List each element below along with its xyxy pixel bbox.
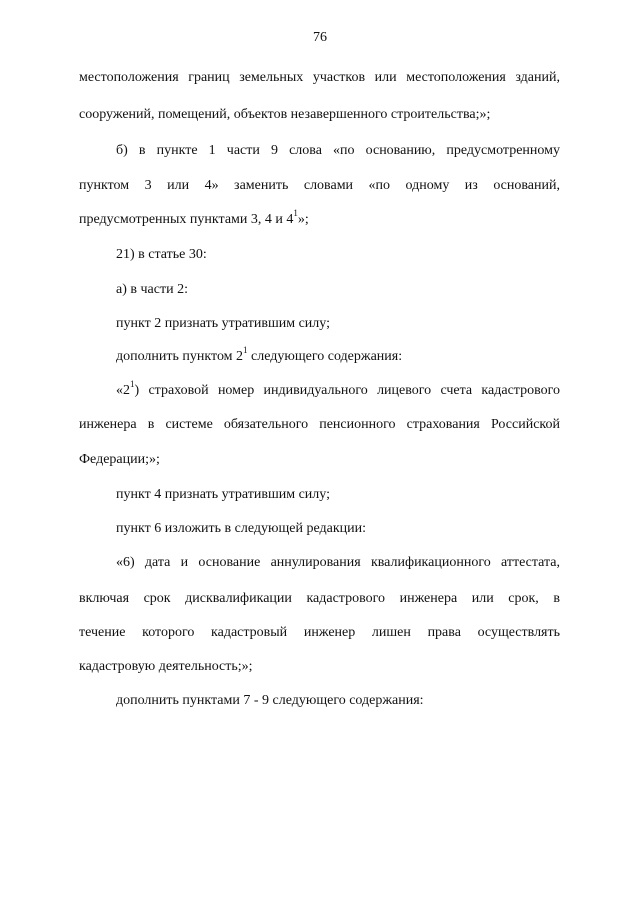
text-fragment: «2 <box>116 383 130 398</box>
text-line: «6) дата и основание аннулирования квалификационного аттестата, <box>116 555 560 570</box>
text-line: а) в части 2: <box>116 282 188 297</box>
text-fragment: предусмотренных пунктами 3, 4 и 4 <box>79 212 294 227</box>
text-line: местоположения границ земельных участков или местоположения зданий, <box>79 70 560 85</box>
text-line: сооружений, помещений, объектов незавершенного строительства;»; <box>79 107 491 122</box>
text-line: инженера в системе обязательного пенсионного страхования Российской <box>79 417 560 432</box>
text-line: б) в пункте 1 части 9 слова «по основанию, предусмотренному <box>116 143 560 158</box>
text-line: пункт 6 изложить в следующей редакции: <box>116 521 366 536</box>
text-line <box>116 345 403 366</box>
text-line <box>116 379 560 400</box>
superscript: 1 <box>243 345 248 356</box>
text-line: кадастровую деятельность;»; <box>79 659 253 674</box>
text-fragment: следующего содержания: <box>247 349 403 364</box>
text-line: пункт 2 признать утратившим силу; <box>116 316 330 331</box>
text-line: 21) в статье 30: <box>116 247 207 262</box>
text-line: Федерации;»; <box>79 452 160 467</box>
superscript: 1 <box>130 379 135 390</box>
text-line: пунктом 3 или 4» заменить словами «по одному из оснований, <box>79 178 560 193</box>
text-line: дополнить пунктами 7 - 9 следующего содержания: <box>116 693 424 708</box>
text-line: пункт 4 признать утратившим силу; <box>116 487 330 502</box>
text-fragment: дополнить пунктом 2 <box>116 349 244 364</box>
page-number: 76 <box>313 30 327 45</box>
text-line: течение которого кадастровый инженер лишен права осуществлять <box>79 625 560 640</box>
text-line <box>79 208 309 229</box>
text-fragment: ) страховой номер индивидуального лицевого счета кадастрового <box>134 383 560 398</box>
superscript: 1 <box>293 208 298 219</box>
text-line: включая срок дисквалификации кадастрового инженера или срок, в <box>79 591 560 606</box>
text-fragment: »; <box>297 212 309 227</box>
